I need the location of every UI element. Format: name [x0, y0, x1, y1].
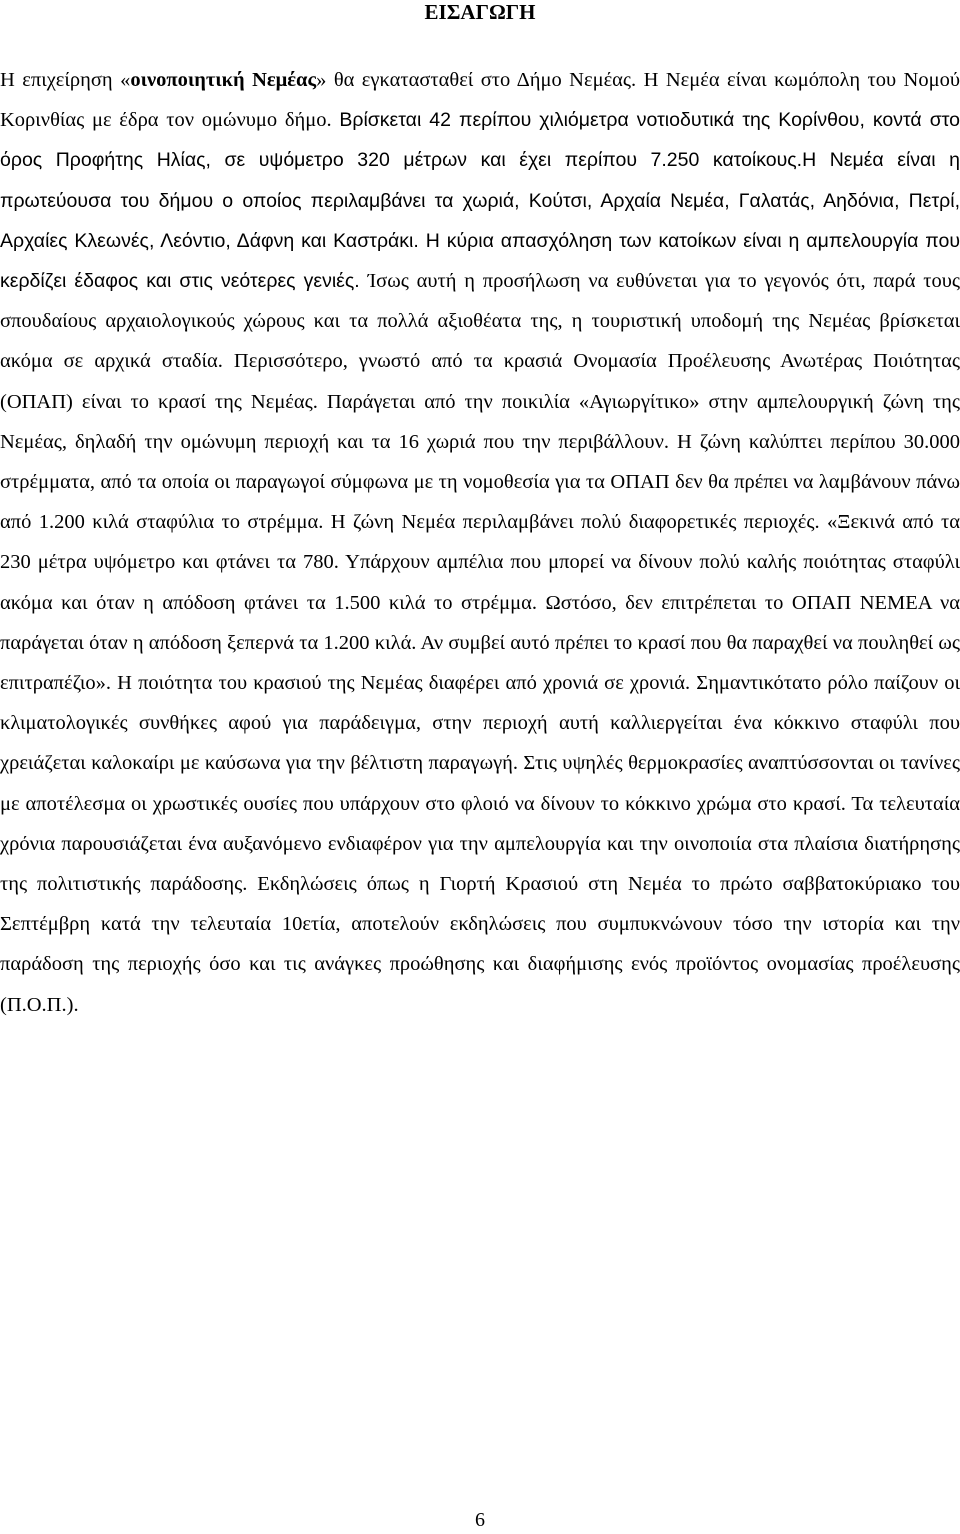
intro-paragraph: [0, 60, 960, 1025]
company-name: οινοποιητική Νεμέας: [130, 69, 317, 91]
page-title: ΕΙΣΑΓΩΓΗ: [424, 0, 536, 24]
intro-sentence-3: Ίσως αυτή η προσήλωση να ευθύνεται για το γεγονός ότι, παρά τους σπουδαίους αρχαιολογικούς χώρους και τα πολλά αξιοθέατα της, η τουριστική υποδομή της Νεμέας βρίσκεται ακόμα σε αρχικά σταδία. Περισσότερο, γνωστό από τα κρασιά Ονομασία Προέλευσης Ανωτέρας Ποιότητας (ΟΠΑΠ) είναι το κρασί της Νεμέας. Παράγεται από την ποικιλία «Αγιωργίτικο» στην αμπελουργική ζώνη της Νεμέας, δηλαδή την ομώνυμη περιοχή και τα 16 χωριά που την περιβάλλουν. Η ζώνη καλύπτει περίπου 30.000 στρέμματα, από τα οποία οι παραγωγοί σύμφωνα με τη νομοθεσία για τα ΟΠΑΠ δεν θα πρέπει να λαμβάνουν πάνω από 1.200 κιλά σταφύλια το στρέμμα. Η ζώνη Νεμέα περιλαμβάνει πολύ διαφορετικές περιοχές. «Ξεκινά από τα 230 μέτρα υψόμετρο και φτάνει τα 780. Υπάρχουν αμπέλια που μπορεί να δίνουν πολύ καλής ποιότητας σταφύλι ακόμα και όταν η απόδοση φτάνει τα 1.500 κιλά το στρέμμα. Ωστόσο, δεν επιτρέπεται το ΟΠΑΠ ΝΕΜΕΑ να παράγεται όταν η απόδοση ξεπερνά τα 1.200 κιλά. Αν συμβεί αυτό πρέπει το κρασί που θα παραχθεί να πουληθεί ως επιτραπέζιο». Η ποιότητα του κρασιού της Νεμέας διαφέρει από χρονιά σε χρονιά. Σημαντικότατο ρόλο παίζουν οι κλιματολογικές συνθήκες αφού για παράδειγμα, στην περιοχή αυτή καλλιεργείται ένα κόκκινο σταφύλι που χρειάζεται καλοκαίρι με καύσωνα για την βέλτιστη παραγωγή. Στις υψηλές θερμοκρασίες αναπτύσσονται οι τανίνες με αποτέλεσμα οι χρωστικές ουσίες που υπάρχουν στο φλοιό να δίνουν το κόκκινο χρώμα στο κρασί. Τα τελευταία χρόνια παρουσιάζεται ένα αυξανόμενο ενδιαφέρον για την αμπελουργία και την οινοποιία στα πλαίσια διατήρησης της πολιτιστικής παράδοσης. Εκδηλώσεις όπως η Γιορτή Κρασιού στη Νεμέα το πρώτο σαββατοκύριακο του Σεπτέμβρη κατά την τελευταία 10ετία, αποτελούν εκδηλώσεις που συμπυκνώνουν τόσο την ιστορία και την παράδοση της περιοχής όσο και τις ανάγκες προώθησης και διαφήμισης ενός προϊόντος ονομασίας προέλευσης (Π.Ο.Π.).: [0, 270, 960, 1016]
intro-sentence-2: Βρίσκεται 42 περίπου χιλιόμετρα νοτιοδυτικά της Κορίνθου, κοντά στο όρος Προφήτης Ηλίας, σε υψόμετρο 320 μέτρων και έχει περίπου 7.250 κατοίκους.Η Νεμέα είναι η πρωτεύουσα του δήμου ο οποίος περιλαμβάνει τα χωριά, Κούτσι, Αρχαία Νεμέα, Γαλατάς, Αηδόνια, Πετρί, Αρχαίες Κλεωνές, Λεόντιο, Δάφνη και Καστράκι. Η κύρια απασχόληση των κατοίκων είναι η αμπελουργία που κερδίζει έδαφος και στις νεότερες γενιές.: [0, 109, 960, 293]
intro-sentence-1-pre: Η επιχείρηση «: [0, 69, 131, 91]
intro-sentence-1-post: » θα εγκατασταθεί στο Δήμο Νεμέας. Η Νεμέα είναι κωμόπολη του Νομού Κορινθίας με έδρα τον ομώνυμο δήμο.: [0, 69, 960, 132]
page-number: 6: [475, 1509, 485, 1531]
